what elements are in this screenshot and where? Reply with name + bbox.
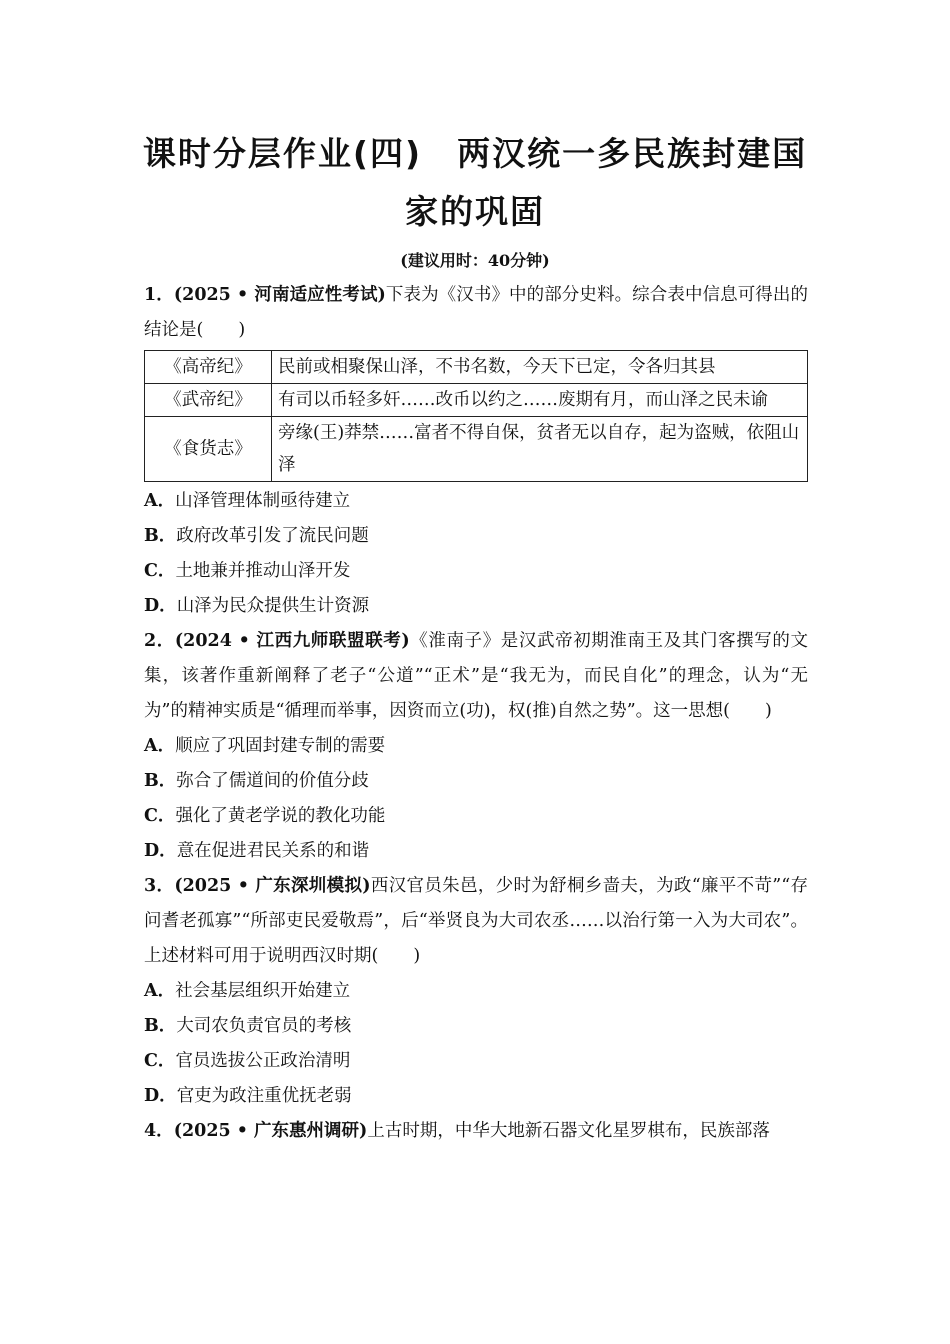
question-number: 1． bbox=[144, 285, 174, 305]
question-number: 4． bbox=[144, 1121, 174, 1141]
question-text: 西汉官员朱邑，少时为舒桐乡啬夫，为政“廉平不苛”“存问耆老孤寡”“所部吏民爱敬焉”，后“举贤良为大司农丞……以治行第一入为大司农”。上述材料可用于说明西汉时期( ) bbox=[144, 876, 808, 966]
option-b bbox=[144, 764, 808, 799]
source-table bbox=[144, 350, 808, 482]
table-book-cell: 《高帝纪》 bbox=[145, 351, 272, 384]
option-d bbox=[144, 589, 808, 624]
question-4-stem bbox=[144, 1114, 808, 1149]
table-text-cell: 旁缘(王)莽禁……富者不得自保，贫者无以自存，起为盗贼，依阻山泽 bbox=[272, 417, 808, 482]
question-2-stem bbox=[144, 624, 808, 729]
option-text: 社会基层组织开始建立 bbox=[175, 981, 351, 1001]
option-c bbox=[144, 554, 808, 589]
table-book-cell: 《武帝纪》 bbox=[145, 384, 272, 417]
option-letter: A． bbox=[144, 491, 176, 511]
option-letter: C． bbox=[144, 806, 176, 826]
table-book-cell: 《食货志》 bbox=[145, 417, 272, 482]
question-text: 上古时期，中华大地新石器文化星罗棋布，民族部落 bbox=[367, 1121, 770, 1141]
option-text: 大司农负责官员的考核 bbox=[176, 1016, 352, 1036]
table-row bbox=[145, 417, 808, 482]
page-title-line1: 课时分层作业(四) 两汉统一多民族封建国 bbox=[142, 134, 808, 173]
option-c bbox=[144, 799, 808, 834]
option-d bbox=[144, 834, 808, 869]
option-letter: D． bbox=[144, 1086, 177, 1106]
option-letter: B． bbox=[144, 771, 177, 791]
option-text: 政府改革引发了流民问题 bbox=[176, 526, 369, 546]
option-letter: C． bbox=[144, 1051, 176, 1071]
question-source: (2024 • 江西九师联盟联考) bbox=[174, 631, 410, 651]
option-letter: D． bbox=[144, 596, 177, 616]
option-a bbox=[144, 974, 808, 1009]
question-3-stem bbox=[144, 869, 808, 974]
question-number: 3． bbox=[144, 876, 175, 896]
page-title-line2: 家的巩固 bbox=[405, 192, 545, 231]
option-letter: D． bbox=[144, 841, 177, 861]
option-text: 强化了黄老学说的教化功能 bbox=[175, 806, 386, 826]
question-number: 2． bbox=[144, 631, 175, 651]
option-letter: B． bbox=[144, 526, 177, 546]
option-letter: A． bbox=[144, 736, 176, 756]
table-row bbox=[145, 384, 808, 417]
option-text: 山泽为民众提供生计资源 bbox=[176, 596, 370, 616]
question-list bbox=[144, 278, 808, 1149]
option-text: 弥合了儒道间的价值分歧 bbox=[176, 771, 369, 791]
option-text: 官员选拔公正政治清明 bbox=[175, 1051, 351, 1071]
option-b bbox=[144, 519, 808, 554]
table-row bbox=[145, 351, 808, 384]
question-1-stem bbox=[144, 278, 808, 348]
option-letter: C． bbox=[144, 561, 176, 581]
table-text-cell: 有司以币轻多奸……改币以约之……废期有月，而山泽之民未谕 bbox=[272, 384, 808, 417]
option-letter: B． bbox=[144, 1016, 177, 1036]
question-source: (2025 • 广东惠州调研) bbox=[173, 1121, 368, 1141]
option-text: 意在促进君民关系的和谐 bbox=[176, 841, 370, 861]
option-text: 山泽管理体制亟待建立 bbox=[175, 491, 351, 511]
question-source: (2025 • 河南适应性考试) bbox=[173, 285, 386, 305]
table-text-cell: 民前或相聚保山泽，不书名数，今天下已定，令各归其县 bbox=[272, 351, 808, 384]
question-source: (2025 • 广东深圳模拟) bbox=[174, 876, 371, 896]
question-text: 下表为《汉书》中的部分史料。综合表中信息可得出的结论是( ) bbox=[144, 285, 808, 340]
time-note: (建议用时：40分钟) bbox=[400, 251, 550, 270]
option-text: 顺应了巩固封建专制的需要 bbox=[175, 736, 386, 756]
option-letter: A． bbox=[144, 981, 176, 1001]
option-a bbox=[144, 484, 808, 519]
option-b bbox=[144, 1009, 808, 1044]
option-text: 官吏为政注重优抚老弱 bbox=[176, 1086, 352, 1106]
option-a bbox=[144, 729, 808, 764]
question-text: 《淮南子》是汉武帝初期淮南王及其门客撰写的文集，该著作重新阐释了老子“公道”“正术”是“我无为，而民自化”的理念，认为“无为”的精神实质是“循理而举事，因资而立(功)，权(推)自然之势”。这一思想( ) bbox=[144, 631, 808, 721]
option-text: 土地兼并推动山泽开发 bbox=[175, 561, 351, 581]
option-c bbox=[144, 1044, 808, 1079]
option-d bbox=[144, 1079, 808, 1114]
